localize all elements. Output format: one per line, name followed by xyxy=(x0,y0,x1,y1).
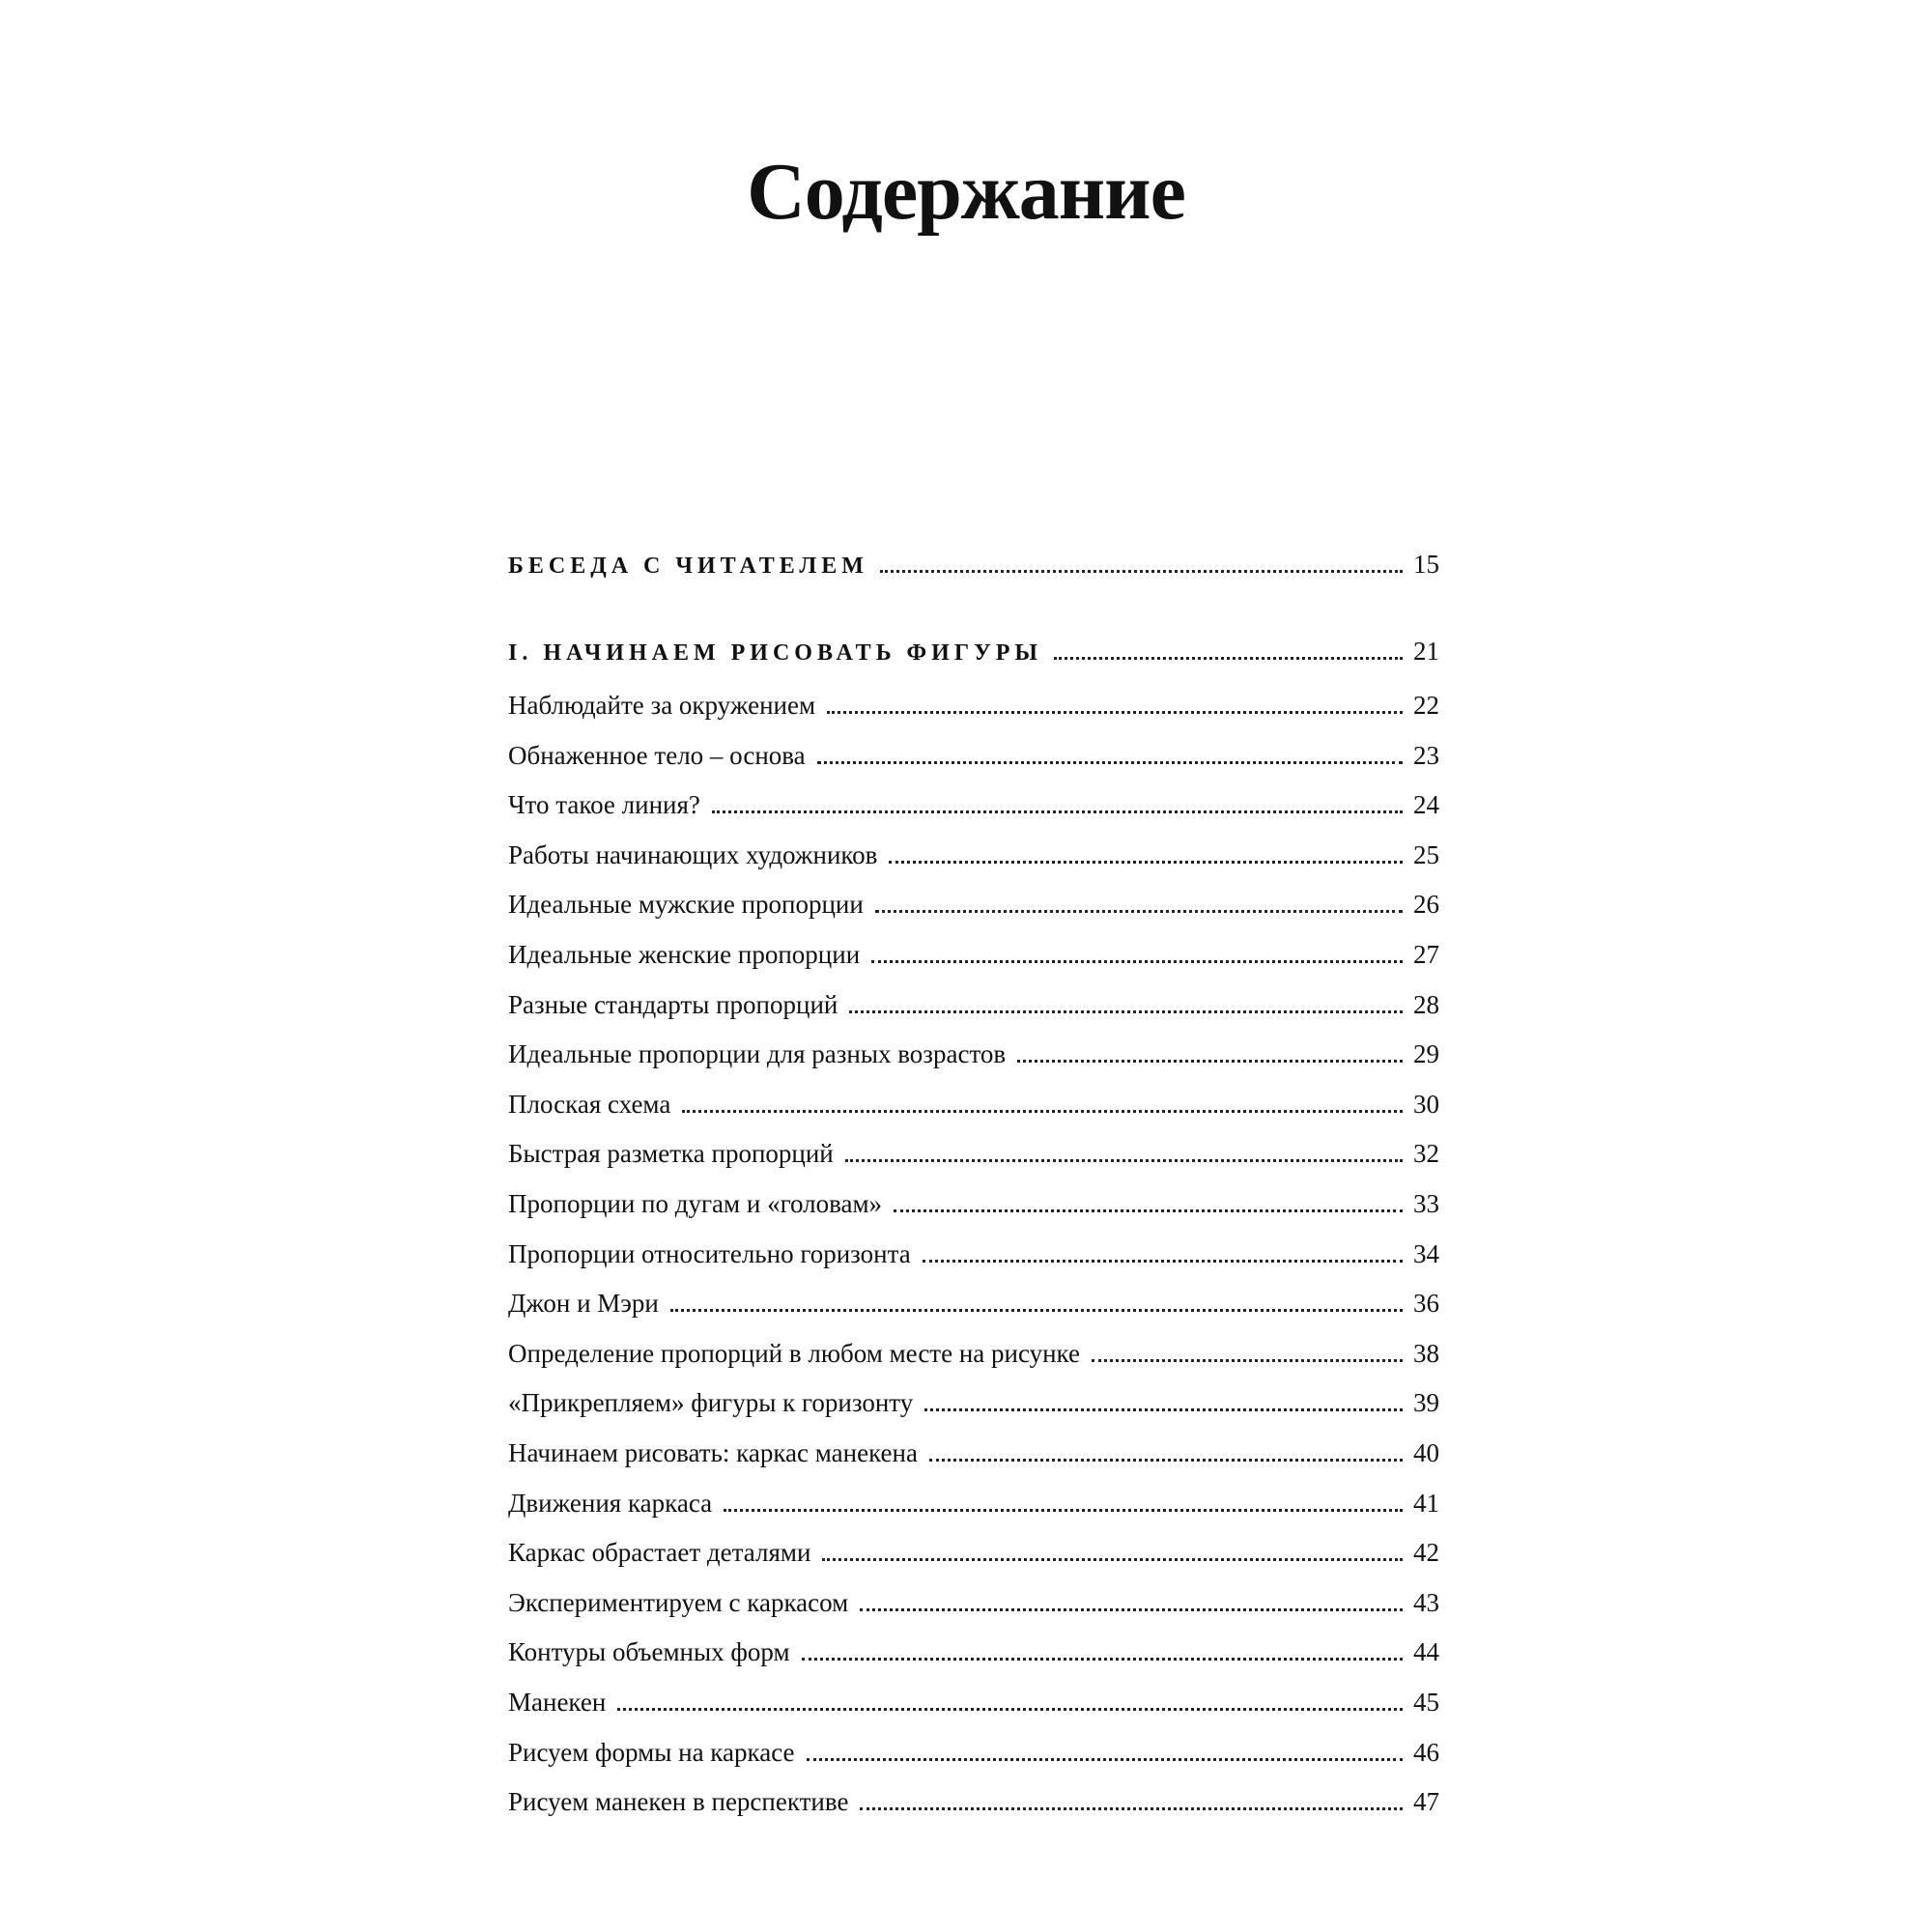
dot-leader xyxy=(1054,657,1403,660)
toc-page-number: 36 xyxy=(1413,1289,1439,1319)
toc-entry xyxy=(508,1633,1439,1671)
toc-entry xyxy=(508,1683,1439,1721)
toc-entry xyxy=(508,836,1439,874)
toc-page-number: 22 xyxy=(1413,691,1439,720)
dot-leader xyxy=(871,960,1403,963)
dot-leader xyxy=(860,1608,1403,1611)
toc-entry xyxy=(508,1134,1439,1173)
page-title: Содержание xyxy=(747,147,1185,237)
dot-leader xyxy=(845,1159,1403,1162)
dot-leader xyxy=(617,1708,1403,1711)
toc-entry xyxy=(508,1434,1439,1472)
toc-entry-title: I. НАЧИНАЕМ РИСОВАТЬ ФИГУРЫ xyxy=(508,640,1042,666)
toc-page-number: 21 xyxy=(1413,637,1439,666)
toc-entry-title: «Прикрепляем» фигуры к горизонту xyxy=(508,1388,914,1418)
toc-page-number: 25 xyxy=(1413,839,1439,869)
dot-leader xyxy=(880,570,1403,573)
toc-entry-title: Наблюдайте за окружением xyxy=(508,691,816,720)
toc-entry-title: Движения каркаса xyxy=(508,1488,713,1518)
toc-page-number: 38 xyxy=(1413,1338,1439,1368)
toc-entry xyxy=(508,1235,1439,1273)
toc-entry xyxy=(508,985,1439,1024)
toc-entry xyxy=(508,686,1439,724)
toc-entry xyxy=(508,736,1439,775)
dot-leader xyxy=(827,711,1403,714)
toc-entry-title: Пропорции относительно горизонта xyxy=(508,1238,911,1268)
toc-page-number: 46 xyxy=(1413,1737,1439,1767)
toc-entry xyxy=(508,885,1439,923)
toc-entry-title: Рисуем формы на каркасе xyxy=(508,1737,795,1767)
toc-section-heading xyxy=(508,632,1439,670)
toc-entry-title: Пропорции по дугам и «головам» xyxy=(508,1189,883,1218)
toc-entry-title: Идеальные мужские пропорции xyxy=(508,890,864,920)
toc-entry xyxy=(508,1733,1439,1772)
toc-entry-title: Что такое линия? xyxy=(508,790,700,820)
toc-page-number: 23 xyxy=(1413,740,1439,770)
toc-page-number: 33 xyxy=(1413,1189,1439,1218)
dot-leader xyxy=(1017,1060,1403,1063)
dot-leader xyxy=(670,1309,1403,1312)
toc-entry-title: Разные стандарты пропорций xyxy=(508,989,838,1019)
toc-page-number: 29 xyxy=(1413,1039,1439,1069)
toc-page-number: 15 xyxy=(1413,550,1439,579)
toc-entry xyxy=(508,935,1439,974)
toc-entry-title: БЕСЕДА С ЧИТАТЕЛЕМ xyxy=(508,554,868,579)
toc-page-number: 28 xyxy=(1413,989,1439,1019)
toc-page-number: 26 xyxy=(1413,890,1439,920)
toc-entry-title: Быстрая разметка пропорций xyxy=(508,1139,834,1169)
dot-leader xyxy=(822,1558,1403,1561)
dot-leader xyxy=(724,1509,1403,1512)
dot-leader xyxy=(860,1807,1403,1810)
toc-entry xyxy=(508,1484,1439,1522)
dot-leader xyxy=(712,810,1403,813)
toc-entry xyxy=(508,1533,1439,1572)
toc-entry-title: Определение пропорций в любом месте на рисунке xyxy=(508,1338,1080,1368)
toc-page-number: 44 xyxy=(1413,1637,1439,1667)
dot-leader xyxy=(924,1408,1403,1411)
toc-entry-title: Плоская схема xyxy=(508,1089,671,1119)
toc-entry-title: Обнаженное тело – основа xyxy=(508,740,806,770)
toc-page-number: 42 xyxy=(1413,1538,1439,1568)
toc-page-number: 40 xyxy=(1413,1438,1439,1467)
dot-leader xyxy=(929,1459,1403,1462)
toc-entry-title: Манекен xyxy=(508,1688,607,1717)
toc-entry-title: Рисуем манекен в перспективе xyxy=(508,1787,849,1817)
toc-entry xyxy=(508,1035,1439,1073)
toc-entry xyxy=(508,1583,1439,1622)
dot-leader xyxy=(682,1110,1403,1113)
toc-page-number: 45 xyxy=(1413,1688,1439,1717)
dot-leader xyxy=(1092,1359,1403,1362)
toc-entry-title: Идеальные женские пропорции xyxy=(508,940,861,969)
toc-page-number: 30 xyxy=(1413,1089,1439,1119)
toc-page-number: 27 xyxy=(1413,940,1439,969)
toc-entry-title: Начинаем рисовать: каркас манекена xyxy=(508,1438,918,1467)
toc-page-number: 32 xyxy=(1413,1139,1439,1169)
toc-entry-title: Каркас обрастает деталями xyxy=(508,1538,811,1568)
dot-leader xyxy=(807,1758,1404,1761)
dot-leader xyxy=(894,1209,1403,1212)
dot-leader xyxy=(889,861,1403,864)
toc-page-number: 24 xyxy=(1413,790,1439,820)
toc-entry xyxy=(508,1085,1439,1123)
toc-entry xyxy=(508,1184,1439,1223)
dot-leader xyxy=(875,910,1403,913)
toc-entry-title: Контуры объемных форм xyxy=(508,1637,790,1667)
dot-leader xyxy=(849,1010,1403,1013)
toc-entry-title: Джон и Мэри xyxy=(508,1289,659,1319)
toc-section-heading xyxy=(508,545,1439,583)
toc-page-number: 47 xyxy=(1413,1787,1439,1817)
toc-entry xyxy=(508,785,1439,824)
table-of-contents xyxy=(508,0,1439,1932)
toc-page-number: 41 xyxy=(1413,1488,1439,1518)
toc-entry-title: Работы начинающих художников xyxy=(508,839,878,869)
toc-page-number: 39 xyxy=(1413,1388,1439,1418)
dot-leader xyxy=(802,1658,1403,1661)
toc-page-number: 43 xyxy=(1413,1587,1439,1617)
toc-entry xyxy=(508,1383,1439,1422)
toc-entry-title: Идеальные пропорции для разных возрастов xyxy=(508,1039,1007,1069)
toc-page-number: 34 xyxy=(1413,1238,1439,1268)
toc-entry xyxy=(508,1284,1439,1322)
toc-entry xyxy=(508,1334,1439,1373)
dot-leader xyxy=(817,761,1403,764)
toc-entry-title: Экспериментируем с каркасом xyxy=(508,1587,849,1617)
toc-entry xyxy=(508,1782,1439,1821)
dot-leader xyxy=(923,1260,1403,1263)
